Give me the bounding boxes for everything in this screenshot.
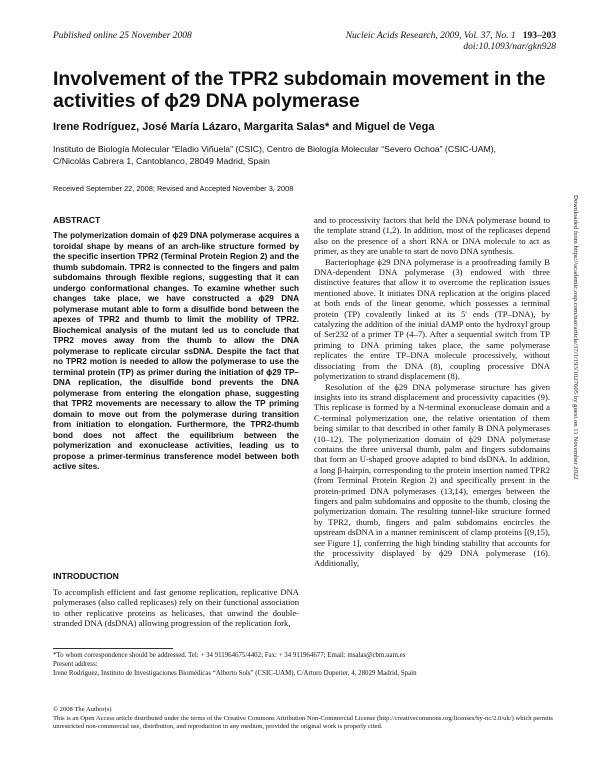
- received-dates: Received September 22, 2008; Revised and Accepted November 3, 2008: [53, 184, 294, 193]
- article-title: Involvement of the TPR2 subdomain movement in the activities of ϕ29 DNA polymerase: [53, 68, 546, 112]
- introduction-heading: INTRODUCTION: [53, 571, 119, 581]
- download-note: Downloaded from https://academic.oup.com/nar/article/37/1/193/1027605 by guest on 11 November 2022: [572, 195, 579, 480]
- copyright-block: [53, 706, 553, 732]
- abstract-text: The polymerization domain of ϕ29 DNA polymerase acquires a toroidal shape by means of an arch-like structure formed by the specific insertion TPR2 (Terminal Protein Region 2) and the thumb subdomain. TPR2 is connected to the fingers and palm subdomains through flexible regions, suggesting that it can undergo conformational changes. To examine whether such changes take place, we have constructed a ϕ29 DNA polymerase mutant able to form a disulfide bond between the apexes of TPR2 and thumb to limit the mobility of TPR2. Biochemical analysis of the mutant led us to conclude that TPR2 moves away from the thumb to allow the DNA polymerase to replicate circular ssDNA. Despite the fact that no TPR2 motion is needed to allow the polymerase to use the terminal protein (TP) as primer during the initiation of ϕ29 TP–DNA replication, the disulfide bond prevents the DNA polymerase from entering the elongation phase, suggesting that TPR2 movements are necessary to allow the TP priming domain to move out from the polymerase during transition from initiation to elongation. Furthermore, the TPR2-thumb bond does not affect the equilibrium between the polymerization and exonuclease activities, leading us to propose a primer-terminus transference model between both active sites.: [53, 231, 299, 471]
- abstract-heading: ABSTRACT: [53, 215, 101, 225]
- correspondence-note: *To whom correspondence should be addressed. Tel: + 34 911964675/4402; Fax: + 34 911964677; Email: msalas@cbm.uam.es: [53, 652, 406, 659]
- journal-citation: [346, 31, 556, 53]
- present-address-label: Present address:: [53, 660, 98, 668]
- body-paragraph-1: and to processivity factors that held the DNA polymerase bound to the template strand (1,2). In addition, most of the replicases depend also on the presence of a short RNA or DNA molecule to act as primer, as they are unable to start de novo DNA synthesis.: [314, 215, 550, 257]
- affiliation: Instituto de Biología Molecular “Eladio Viñuela” (CSIC), Centro de Biología Molecular “Severo Ochoa” (CSIC-UAM), C/Nicolás Cabrera 1, Cantoblanco, 28049 Madrid, Spain: [53, 144, 497, 166]
- author-list: Irene Rodríguez, José María Lázaro, Margarita Salas* and Miguel de Vega: [53, 121, 435, 133]
- page-range: 193–203: [522, 31, 556, 41]
- introduction-paragraph: To accomplish efficient and fast genome replication, replicative DNA polymerases (also called replicases) rely on their functional association to other replicative proteins as helicases, that unwind the double-stranded DNA (dsDNA) allowing progression of the replication fork,: [53, 587, 299, 629]
- journal-name: Nucleic Acids Research, 2009, Vol. 37, No. 1: [345, 31, 516, 41]
- published-date: Published online 25 November 2008: [53, 31, 192, 41]
- copyright-line: © 2008 The Author(s): [53, 706, 112, 713]
- footnote-divider: [53, 648, 173, 649]
- download-sidebar: [568, 195, 582, 755]
- body-paragraph-2: Bacteriophage ϕ29 DNA polymerase is a proofreading family B DNA-dependent DNA polymerase (3) endowed with three distinctive features that allow it to overcome the replication issues mentioned above. It initiates DNA replication at the origins placed at both ends of the linear genome, which possesses a terminal protein (TP) covalently linked at its 5′ ends (TP–DNA), by catalyzing the addition of the initial dAMP onto the hydroxyl group of Ser232 of a primer TP (4–7). After a sequential switch from TP priming to DNA priming takes place, the same polymerase replicates the entire TP–DNA molecule processively, without dissociating from the DNA (8), coupling processive DNA polymerization to strand displacement (8).: [314, 256, 550, 382]
- license-text: This is an Open Access article distributed under the terms of the Creative Commons Attribution Non-Commercial License (http://creativecommons.org/licenses/by-nc/2.0/uk/) which permits unrestricted non-commercial use, distribution, and reproduction in any medium, provided the original work is properly cited.: [53, 714, 553, 731]
- body-paragraph-3: Resolution of the ϕ29 DNA polymerase structure has given insights into its strand displacement and processivity capacities (9). This replicase is formed by a N-terminal exonuclease domain and a C-terminal polymerization one, the relative orientation of them being similar to that described in other family B DNA polymerases (10–12). The polymerization domain of ϕ29 DNA polymerase contains the three universal thumb, palm and fingers subdomains that form an U-shaped groove adapted to bind dsDNA. In addition, a long β-hairpin, corresponding to the protein insertion named TPR2 (from Terminal Protein Region 2) and specifically present in the protein-primed DNA polymerases (13,14), emerges between the fingers and palm subdomains and opposite to the thumb, closing the polymerization domain. The resulting tunnel-like structure formed by TPR2, thumb, fingers and palm subdomains encircles the upstream dsDNA in a manner reminiscent of clamp proteins [(9,15), see Figure 1], conferring the high binding stability that accounts for the processivity displayed by ϕ29 DNA polymerase (16). Additionally,: [314, 381, 550, 569]
- footnotes: [53, 652, 553, 678]
- present-address: Irene Rodríguez, Instituto de Investigaciones Biomédicas “Alberto Sols” (CSIC-UAM), C/Arturo Duperier, 4, 28029 Madrid, Spain: [53, 669, 417, 677]
- left-column: [53, 215, 299, 629]
- doi: doi:10.1093/nar/gkn928: [463, 42, 556, 52]
- right-column: [314, 215, 550, 569]
